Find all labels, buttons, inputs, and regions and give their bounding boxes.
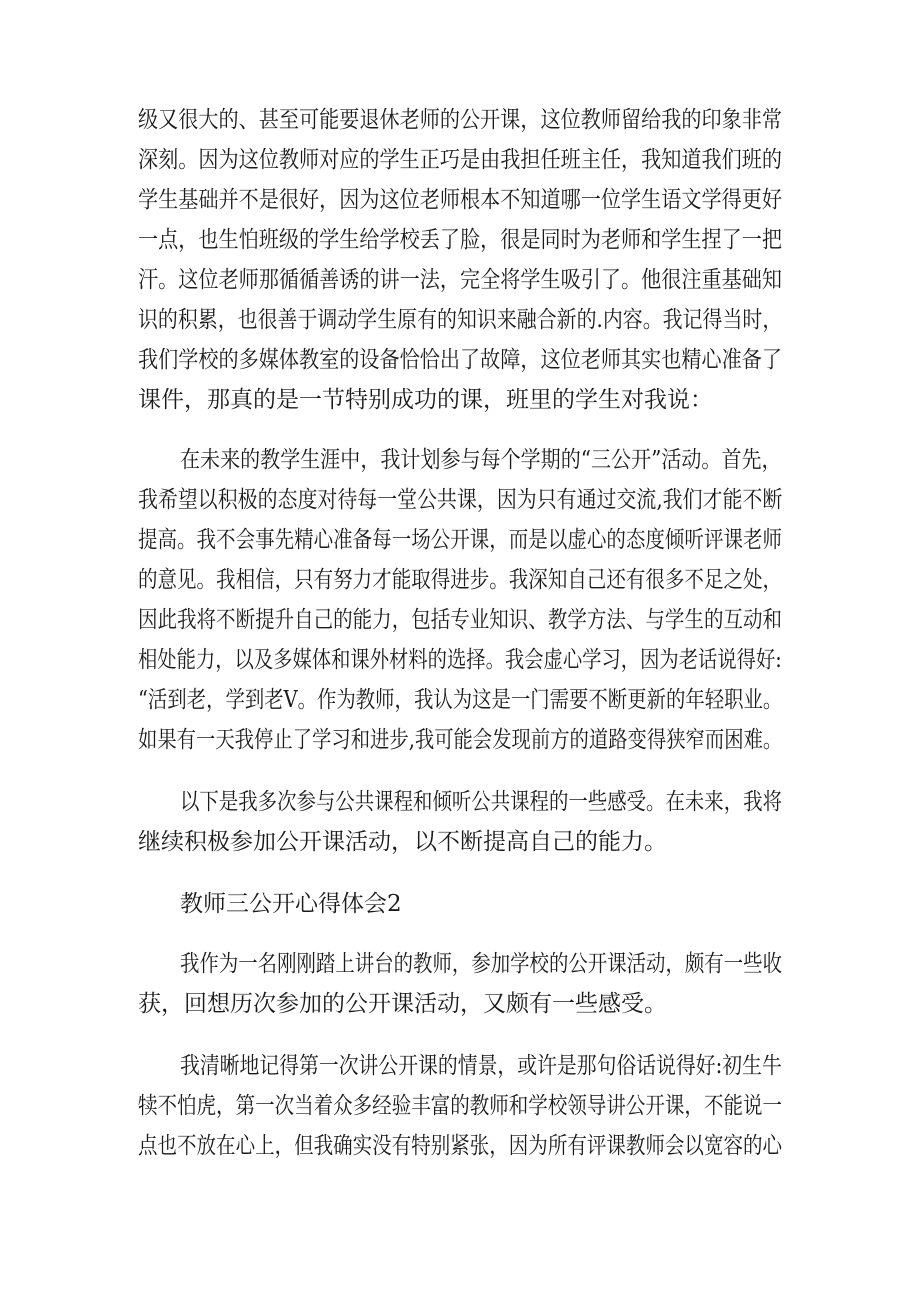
text-line: 汗。这位老师那循循善诱的讲一法，完全将学生吸引了。他很注重基础知 — [138, 267, 782, 293]
text-line: 一点，也生怕班级的学生给学校丢了脸，很是同时为老师和学生捏了一把 — [138, 227, 782, 253]
text-line: 我作为一名刚刚踏上讲台的教师，参加学校的公开课活动，颇有一些收 — [180, 951, 782, 977]
text-line: 犊不怕虎，第一次当着众多经验丰富的教师和学校领导讲公开课，不能说一 — [138, 1093, 783, 1119]
text-line: 因此我将不断提升自己的能力，包括专业知识、教学方法、与学生的互动和 — [138, 607, 783, 633]
text-line: 我希望以积极的态度对待每一堂公共课，因为只有通过交流,我们才能不断 — [138, 487, 783, 513]
text-line: 学生基础并不是很好，因为这位老师根本不知道哪一位学生语文学得更好 — [138, 187, 782, 213]
text-line: 相处能力，以及多媒体和课外材料的选择。我会虚心学习，因为老话说得好: — [138, 647, 782, 673]
text-line: 以下是我多次参与公共课程和倾听公共课程的一些感受。在未来，我将 — [180, 789, 782, 815]
text-line: 深刻。因为这位教师对应的学生正巧是由我担任班主任，我知道我们班的 — [138, 147, 782, 173]
text-line: 点也不放在心上，但我确实没有特别紧张，因为所有评课教师会以宽容的心 — [138, 1133, 783, 1159]
text-line: 级又很大的、甚至可能要退休老师的公开课，这位教师留给我的印象非常 — [138, 107, 782, 133]
text-line: 识的积累，也很善于调动学生原有的知识来融合新的.内容。我记得当时， — [138, 307, 783, 333]
text-line: 课件，那真的是一节特别成功的课，班里的学生对我说： — [138, 387, 713, 413]
text-line: 在未来的教学生涯中，我计划参与每个学期的“三公开”活动。首先， — [180, 447, 782, 473]
section-heading: 教师三公开心得体会2 — [180, 891, 402, 917]
text-line: 如果有一天我停止了学习和进步,我可能会发现前方的道路变得狭窄而困难。 — [138, 727, 783, 753]
text-line: “活到老，学到老V。作为教师，我认为这是一门需要不断更新的年轻职业。 — [138, 687, 783, 713]
text-line: 我们学校的多媒体教室的设备恰恰出了故障，这位老师其实也精心准备了 — [138, 347, 782, 373]
text-line: 获，回想历次参加的公开课活动，又颇有一些感受。 — [138, 991, 667, 1017]
text-line: 我清晰地记得第一次讲公开课的情景，或许是那句俗话说得好:初生牛 — [180, 1053, 782, 1079]
text-line: 继续积极参加公开课活动，以不断提高自己的能力。 — [138, 829, 667, 855]
text-line: 的意见。我相信，只有努力才能取得进步。我深知自己还有很多不足之处， — [138, 567, 783, 593]
text-line: 提高。我不会事先精心准备每一场公开课，而是以虚心的态度倾听评课老师 — [138, 527, 783, 553]
